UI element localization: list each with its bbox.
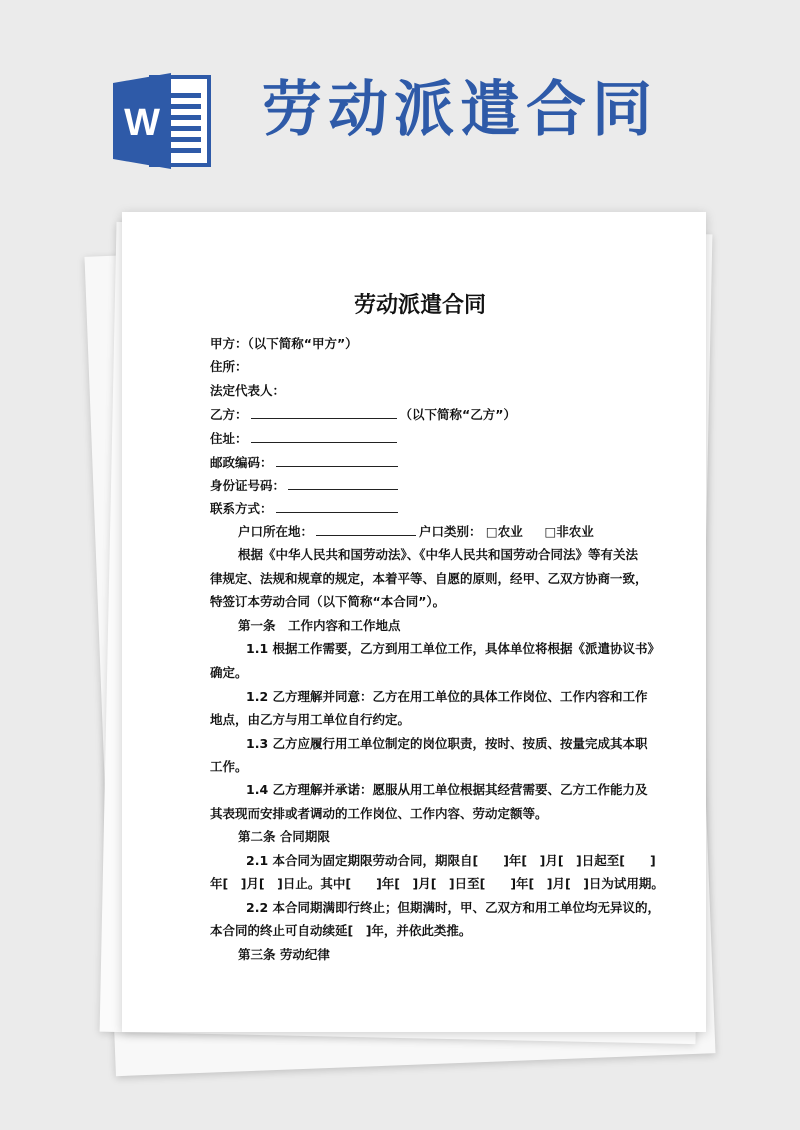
contact-line [210,500,401,517]
address-label: 住址： [210,431,248,446]
id-number-label: 身份证号码： [210,478,286,493]
intro-line-3: 特签订本劳动合同（以下简称“本合同”）。 [210,594,446,609]
intro-line-1: 根据《中华人民共和国劳动法》、《中华人民共和国劳动合同法》等有关法 [238,547,639,562]
party-b-line [210,406,516,423]
banner-title: 劳动派遣合同 [262,75,658,145]
intro-line-2: 律规定、法规和规章的规定，本着平等、自愿的原则，经甲、乙双方协商一致， [210,571,648,586]
clause-2-2-line-1: 2.2 本合同期满即行终止；但期满时，甲、乙双方和用工单位均无异议的， [246,900,660,915]
article-2-title: 第二条 合同期限 [238,829,330,844]
hukou-type-label: 户口类别： [419,524,482,539]
address-blank[interactable] [251,430,397,443]
postcode-blank[interactable] [276,454,398,467]
article-1-title: 第一条 工作内容和工作地点 [238,618,401,633]
postcode-line [210,454,401,471]
header-banner [0,0,800,200]
document-title: 劳动派遣合同 [353,293,486,318]
clause-2-2-line-2: 本合同的终止可自动续延[ ]年，并依此类推。 [210,923,472,938]
residence-line: 住所： [210,359,248,374]
clause-1-2-line-2: 地点，由乙方与用工单位自行约定。 [210,712,411,727]
id-number-blank[interactable] [288,477,398,490]
clause-2-1-line-1: 2.1 本合同为固定期限劳动合同，期限自[ ]年[ ]月[ ]日起至[ ] [246,853,656,868]
clause-2-1-line-2: 年[ ]月[ ]日止。其中[ ]年[ ]月[ ]日至[ ]年[ ]月[ ]日为试用期。 [210,876,664,891]
checkbox-agricultural[interactable]: □农业 [485,524,523,539]
word-document-icon [113,73,213,169]
party-b-label: 乙方： [210,407,248,422]
party-b-note: （以下简称“乙方”） [399,407,516,422]
svg-text:W: W [124,102,160,144]
party-a-line: 甲方：（以下简称“甲方”） [210,336,358,351]
clause-1-3-line-1: 1.3 乙方应履行用工单位制定的岗位职责，按时、按质、按量完成其本职 [246,736,648,751]
contact-blank[interactable] [276,500,398,513]
clause-1-4-line-1: 1.4 乙方理解并承诺：愿服从用工单位根据其经营需要、乙方工作能力及 [246,782,648,797]
postcode-label: 邮政编码： [210,455,273,470]
id-number-line [210,477,401,494]
clause-1-1-line-2: 确定。 [210,665,248,680]
party-b-blank[interactable] [251,406,397,419]
clause-1-4-line-2: 其表现而安排或者调动的工作岗位、工作内容、劳动定额等。 [210,806,548,821]
address-line [210,430,400,447]
contact-label: 联系方式： [210,501,273,516]
checkbox-non-agricultural[interactable]: □非农业 [544,524,594,539]
hukou-line [238,523,594,540]
hukou-blank[interactable] [316,523,416,536]
clause-1-3-line-2: 工作。 [210,759,248,774]
legal-rep-line: 法定代表人： [210,383,286,398]
clause-1-2-line-1: 1.2 乙方理解并同意：乙方在用工单位的具体工作岗位、工作内容和工作 [246,689,648,704]
article-3-title: 第三条 劳动纪律 [238,947,330,962]
hukou-label: 户口所在地： [238,524,314,539]
clause-1-1-line-1: 1.1 根据工作需要，乙方到用工单位工作，具体单位将根据《派遣协议书》 [246,641,660,656]
